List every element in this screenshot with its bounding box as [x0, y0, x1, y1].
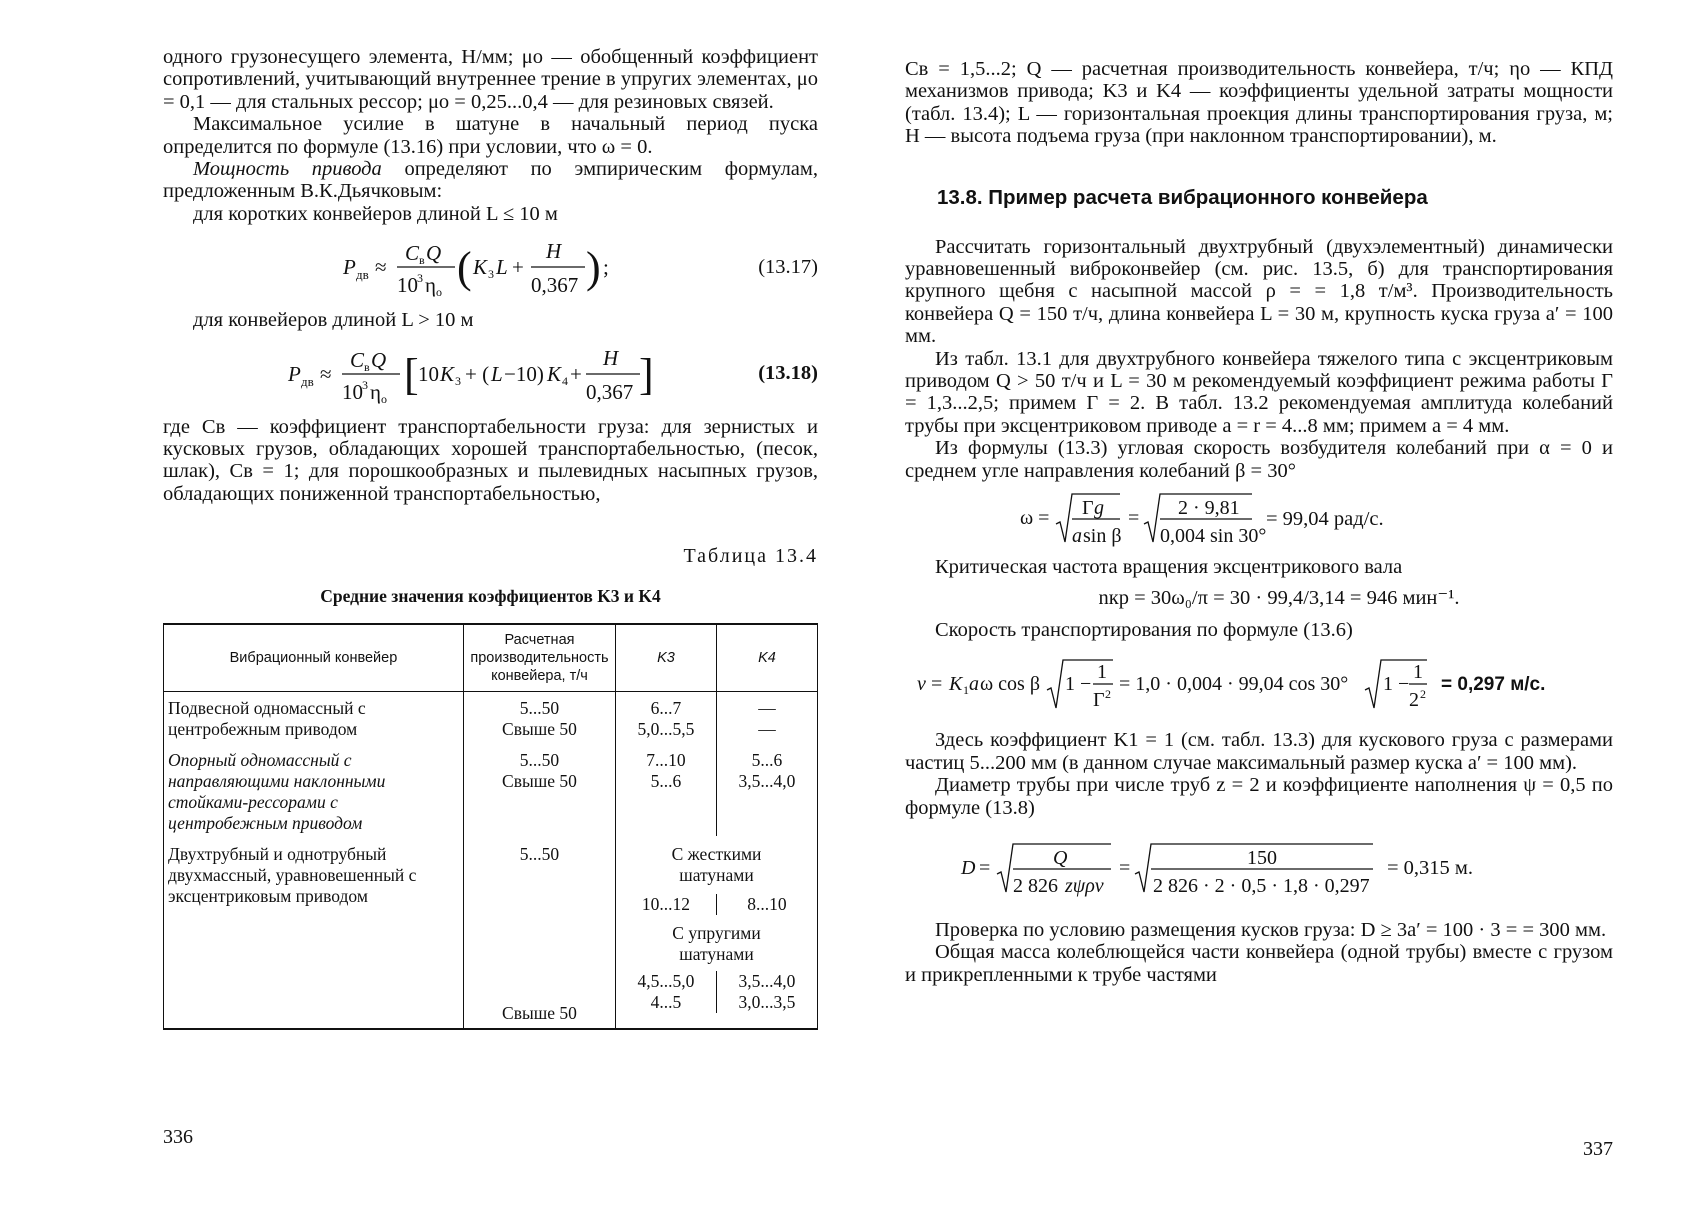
row1-k4 — [716, 692, 817, 743]
svg-text:a: a — [1072, 525, 1082, 548]
svg-text:в: в — [419, 253, 425, 268]
row3-k4-elastic — [716, 971, 817, 1013]
left-paragraph-6: где Св — коэффициент транспортабельности груза: для зернистых и кусковых грузов, обладающих хорошей транспортабельностью, (песок, шлак), Св = 1; для порошкообразных и пылевидных насыпных грузов, обладающих пониженной транспортабельностью, — [163, 415, 818, 505]
svg-text:2 · 9,81: 2 · 9,81 — [1178, 497, 1240, 520]
svg-text:1 −: 1 − — [1383, 673, 1410, 696]
svg-text:1: 1 — [1097, 661, 1107, 684]
formula-velocity — [905, 641, 1613, 729]
row3-coefficients — [615, 836, 817, 1029]
svg-text:ω =: ω = — [1020, 507, 1050, 530]
right-column — [905, 58, 1613, 986]
svg-text:3: 3 — [417, 271, 423, 286]
svg-text:v: v — [917, 673, 926, 696]
svg-text:K: K — [440, 361, 455, 386]
svg-text:1 −: 1 − — [1065, 673, 1092, 696]
right-paragraph-6: Скорость транспортирования по формуле (13.6) — [935, 618, 1353, 641]
svg-text:C: C — [350, 347, 365, 372]
row3-capacity-2: Свыше 50 — [502, 1003, 577, 1024]
right-paragraph-8: Диаметр трубы при числе труб z = 2 и коэффициенте наполнения ψ = 0,5 по формуле (13.8) — [905, 774, 1613, 819]
svg-text:150: 150 — [1247, 846, 1277, 869]
row1-k4-1: — — [758, 698, 776, 719]
row2-k3-1: 7...10 — [646, 750, 686, 771]
row3-k4-rigid: 8...10 — [716, 894, 817, 915]
svg-text:10: 10 — [342, 379, 363, 404]
svg-text:K: K — [547, 361, 562, 386]
row3-rigid-values — [616, 894, 817, 915]
formula-13-18 — [163, 332, 818, 416]
row1-k3-1: 6...7 — [650, 698, 682, 719]
omega-result: = 99,04 рад/с. — [1266, 507, 1384, 530]
header-conveyor: Вибрационный конвейер — [164, 624, 464, 692]
row3-k4-elastic-1: 3,5...4,0 — [738, 971, 796, 992]
row2-k4-1: 5...6 — [751, 750, 783, 771]
row3-k4-elastic-2: 3,0...3,5 — [738, 992, 796, 1013]
diameter-result: = 0,315 м. — [1387, 857, 1474, 880]
section-title: 13.8. Пример расчета вибрационного конвейера — [937, 185, 1428, 209]
row1-capacity-2: Свыше 50 — [502, 719, 577, 740]
formula-omega-graphic — [1020, 484, 1267, 554]
svg-text:≈: ≈ — [320, 361, 332, 386]
page-number-right: 337 — [1583, 1138, 1613, 1160]
svg-text:≈: ≈ — [375, 255, 387, 280]
row1-k4-2: — — [758, 719, 776, 740]
coefficients-table — [163, 623, 818, 1030]
svg-text:H: H — [546, 239, 562, 264]
svg-text:g: g — [1094, 497, 1104, 520]
row3-name: Двухтрубный и однотрубный двухмассный, уравновешенный с эксцентриковым приводом — [164, 836, 464, 1029]
row1-k3 — [615, 692, 716, 743]
row2-k3-2: 5...6 — [650, 771, 682, 792]
svg-text:=: = — [979, 856, 991, 879]
svg-text:): ) — [586, 243, 601, 293]
right-paragraph-3: Из табл. 13.1 для двухтрубного конвейера тяжелого типа с эксцентриковым приводом Q > 50 т/ч и L = 30 м рекомендуемый коэффициент режима работы Г = 1,3...2,5; примем Г = 2. В табл. 13.2 рекомендуемая амплитуда колебаний трубы при эксцентриковом приводе a = r = 4...8 мм; примем a = 4 мм. — [905, 347, 1613, 437]
svg-text:2 826: 2 826 — [1013, 874, 1058, 897]
svg-text:ω cos β: ω cos β — [980, 673, 1040, 696]
svg-text:0,367: 0,367 — [586, 379, 634, 404]
svg-text:=: = — [931, 673, 943, 696]
svg-text:+: + — [570, 361, 582, 386]
header-capacity: Расчетная производительность конвейера, т/ч — [463, 624, 615, 692]
table-header-row — [164, 624, 818, 692]
row2-capacity — [463, 742, 615, 836]
svg-text:η: η — [425, 273, 436, 298]
svg-text:=: = — [1119, 856, 1131, 879]
row3-k3-rigid: 10...12 — [641, 894, 691, 915]
formula-diameter — [905, 819, 1613, 919]
svg-text:K: K — [473, 255, 488, 280]
svg-text:2: 2 — [1420, 687, 1426, 702]
svg-text:дв: дв — [356, 267, 369, 283]
left-paragraph-5: для конвейеров длиной L > 10 м — [193, 309, 474, 332]
row3-capacity-1: 5...50 — [519, 844, 560, 865]
row3-k3-elastic — [616, 971, 716, 1013]
svg-text:H: H — [603, 345, 619, 370]
row1-name: Подвесной одномассный с центробежным приводом — [164, 692, 464, 743]
formula-ncr: nкр = 30ω₀/π = 30 · 99,4/3,14 = 946 мин⁻¹. — [1098, 586, 1460, 609]
row2-capacity-2: Свыше 50 — [502, 771, 577, 792]
svg-text:10: 10 — [397, 273, 418, 298]
row3-subheader-rigid: С жесткими шатунами — [671, 844, 762, 886]
formula-13-17-graphic — [343, 230, 643, 304]
row2-k3 — [615, 742, 716, 836]
row2-k4-2: 3,5...4,0 — [738, 771, 796, 792]
svg-text:3: 3 — [488, 267, 494, 282]
svg-text:[: [ — [404, 349, 419, 399]
svg-text:L: L — [491, 361, 503, 386]
row2-capacity-1: 5...50 — [519, 750, 560, 771]
velocity-result: = 0,297 м/с. — [1441, 674, 1546, 696]
equation-number-13-17: (13.17) — [758, 255, 818, 278]
svg-text:0,004 sin 30°: 0,004 sin 30° — [1160, 525, 1267, 548]
right-paragraph-2: Рассчитать горизонтальный двухтрубный (двухэлементный) динамически уравновешенный виброконвейер (см. рис. 13.5, б) для транспортирования крупного щебня с насыпной массой ρ = = 1,8 т/м³. Производительность конвейера Q = 150 т/ч, длина конвейера L = 30 м, крупность куска груза a′ = 100 мм. — [905, 235, 1613, 348]
svg-text:=: = — [1128, 507, 1140, 530]
right-paragraph-10: Общая масса колеблющейся части конвейера (одной трубы) вместе с грузом и прикрепленными к трубе частями — [905, 941, 1613, 986]
left-column — [163, 46, 818, 1030]
svg-text:η: η — [370, 379, 381, 404]
equation-number-13-18: (13.18) — [758, 362, 818, 385]
svg-text:P: P — [288, 361, 301, 386]
row2-name: Опорный одномассный с направляющими наклонными стойками-рессорами с центробежным приводом — [164, 742, 464, 836]
svg-text:a: a — [969, 673, 979, 696]
left-page — [0, 0, 850, 1220]
page-number-left: 336 — [163, 1126, 193, 1148]
formula-omega — [905, 482, 1613, 556]
row3-k3-elastic-1: 4,5...5,0 — [637, 971, 695, 992]
right-page — [850, 0, 1701, 1220]
svg-text:о: о — [381, 391, 387, 406]
formula-velocity-graphic — [917, 650, 1437, 720]
svg-text:−10): −10) — [504, 361, 544, 386]
svg-text:2: 2 — [1409, 689, 1419, 712]
row1-k3-2: 5,0...5,5 — [637, 719, 695, 740]
left-paragraph-4: для коротких конвейеров длиной L ≤ 10 м — [193, 202, 558, 225]
row3-capacity — [463, 836, 615, 1029]
svg-text:Γ: Γ — [1093, 689, 1105, 712]
svg-text:дв: дв — [301, 373, 314, 389]
svg-text:о: о — [436, 285, 442, 300]
svg-text:+: + — [512, 255, 524, 280]
header-k4: K4 — [716, 624, 817, 692]
svg-text:1: 1 — [963, 683, 969, 698]
svg-text:3: 3 — [362, 377, 368, 392]
row2-k4 — [716, 742, 817, 836]
row3-k3-elastic-2: 4...5 — [650, 992, 682, 1013]
svg-text:1: 1 — [1413, 661, 1423, 684]
formula-13-18-graphic — [288, 337, 654, 411]
svg-text:L: L — [496, 255, 508, 280]
right-paragraph-4: Из формулы (13.3) угловая скорость возбудителя колебаний при α = 0 и среднем угле направления колебаний β = 30° — [905, 437, 1613, 482]
row1-capacity-1: 5...50 — [519, 698, 560, 719]
svg-text:2 826 · 2 · 0,5 · 1,8 · 0,297: 2 826 · 2 · 0,5 · 1,8 · 0,297 — [1153, 874, 1370, 897]
formula-13-17 — [163, 225, 818, 309]
svg-text:P: P — [343, 255, 356, 280]
svg-text:(: ( — [457, 243, 472, 293]
table-title: Средние значения коэффициентов K3 и K4 — [320, 586, 661, 607]
svg-text:Γ: Γ — [1082, 497, 1094, 520]
right-paragraph-1: Св = 1,5...2; Q — расчетная производительность конвейера, т/ч; ηо — КПД механизмов привода; K3 и K4 — коэффициенты удельной затраты мощности (табл. 13.4); L — горизонтальная проекция длины транспортирования груза, м; H — высота подъема груза (при наклонном транспортировании), м. — [905, 58, 1613, 148]
right-paragraph-5: Критическая частота вращения эксцентрикового вала — [935, 556, 1403, 579]
svg-text:в: в — [364, 359, 370, 374]
svg-text:zψρv: zψρv — [1065, 874, 1104, 897]
right-paragraph-9: Проверка по условию размещения кусков груза: D ≥ 3a′ = 100 · 3 = = 300 мм. — [935, 918, 1607, 941]
header-k3: K3 — [615, 624, 716, 692]
svg-text:= 1,0 · 0,004 · 99,04 cos 30°: = 1,0 · 0,004 · 99,04 cos 30° — [1119, 673, 1349, 696]
svg-text:C: C — [405, 241, 420, 266]
svg-text:Q: Q — [371, 347, 387, 372]
row3-subheader-elastic: С упругими шатунами — [672, 923, 761, 965]
table-row — [164, 692, 818, 743]
drive-power-text: определяют по эмпирическим формулам, предложенным В.К.Дьячковым: — [163, 158, 818, 203]
right-paragraph-7: Здесь коэффициент K1 = 1 (см. табл. 13.3) для кускового груза с размерами частиц 5...200 мм (в данном случае максимальный размер куска a′ = 100 мм). — [905, 729, 1613, 774]
svg-text:2: 2 — [1105, 687, 1111, 702]
svg-text:Q: Q — [1053, 846, 1068, 869]
left-paragraph-1: одного грузонесущего элемента, Н/мм; μо — обобщенный коэффициент сопротивлений, учитывающий внутреннее трение в упругих элементах, μо = 0,1 — для стальных рессор; μо = 0,25...0,4 — для резиновых связей. — [163, 46, 818, 113]
left-paragraph-3 — [163, 158, 818, 203]
svg-text:10: 10 — [418, 361, 439, 386]
row1-capacity — [463, 692, 615, 743]
table-row — [164, 742, 818, 836]
svg-text:Q: Q — [426, 241, 442, 266]
drive-power-term: Мощность привода — [193, 158, 382, 181]
table-row — [164, 836, 818, 1029]
svg-text:D: D — [961, 856, 976, 879]
svg-text:sin β: sin β — [1083, 525, 1122, 548]
svg-text:]: ] — [639, 349, 654, 399]
svg-text:K: K — [949, 673, 963, 696]
svg-text:;: ; — [603, 255, 609, 280]
svg-text:+ (: + ( — [465, 361, 490, 386]
svg-text:0,367: 0,367 — [531, 273, 579, 298]
table-label: Таблица 13.4 — [683, 545, 818, 568]
svg-text:4: 4 — [562, 373, 568, 388]
svg-text:3: 3 — [455, 373, 461, 388]
left-paragraph-2: Максимальное усилие в шатуне в начальный период пуска определится по формуле (13.16) при условии, что ω = 0. — [163, 113, 818, 158]
row3-elastic-values — [616, 971, 817, 1013]
formula-diameter-graphic — [961, 834, 1381, 904]
